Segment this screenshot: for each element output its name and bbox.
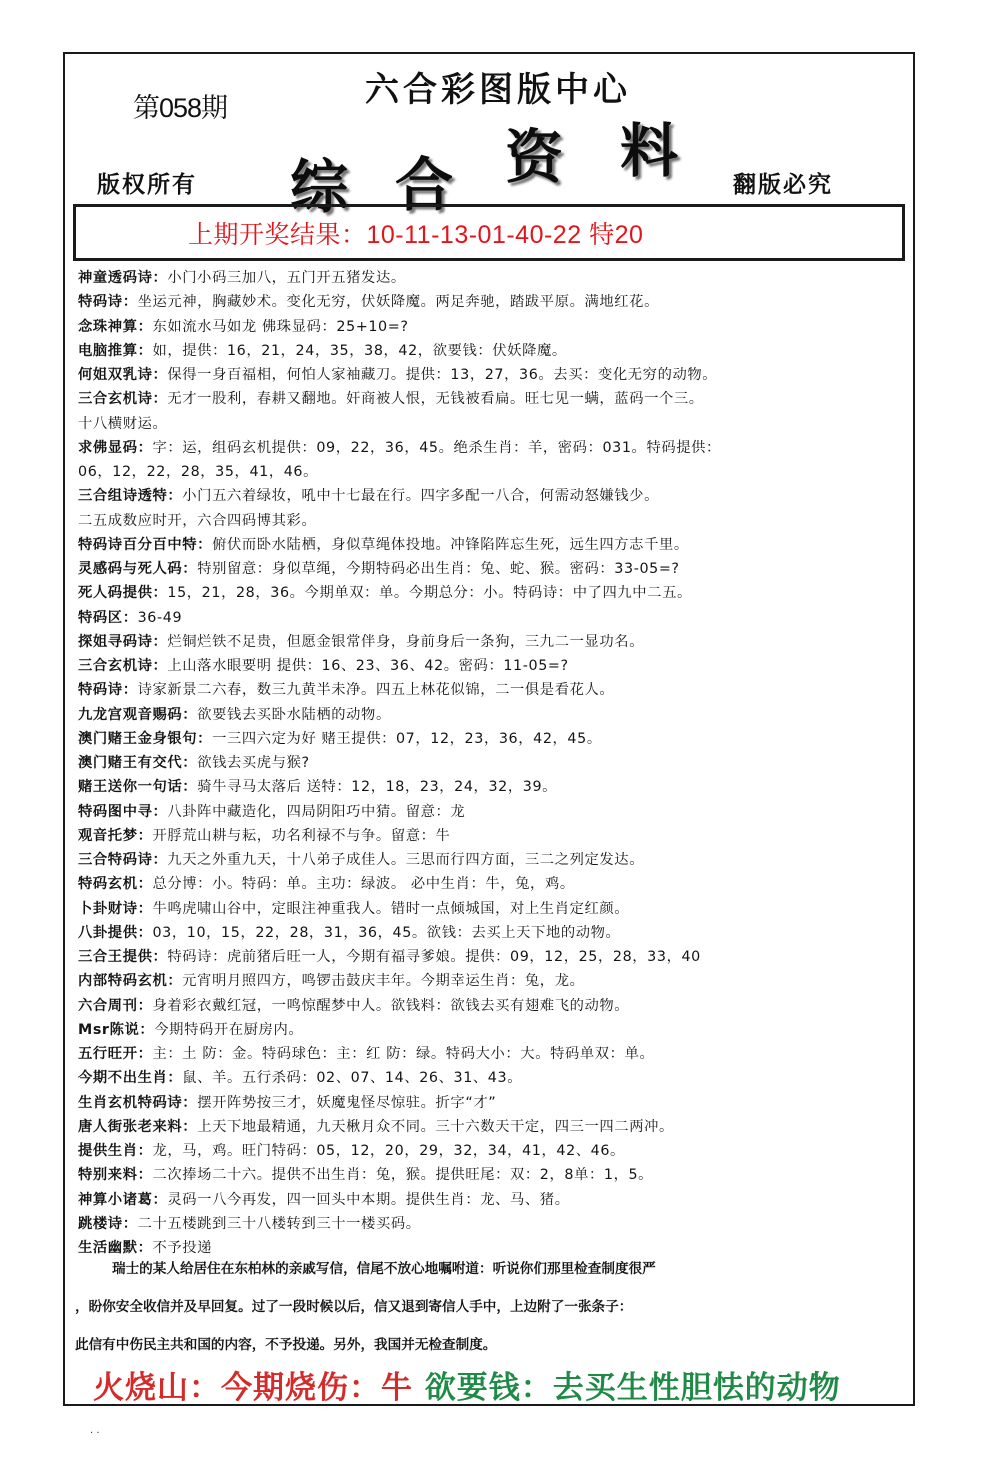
tip-line xyxy=(78,339,908,363)
piracy-warning-slogan: 翻版必究 xyxy=(733,171,833,198)
tip-label: 神童透码诗： xyxy=(78,270,168,286)
tip-label: 三合玄机诗： xyxy=(78,658,168,674)
tip-line xyxy=(78,412,908,436)
tip-text: 灵码一八今再发，四一回头中本期。提供生肖：龙、马、猪。 xyxy=(167,1191,570,1208)
tip-text: 元宵明月照四方，鸣锣击鼓庆丰年。今期幸运生肖：兔，龙。 xyxy=(182,973,585,990)
tip-label: 特码诗百分百中特： xyxy=(78,536,213,553)
tip-text: 十八横财运。 xyxy=(78,415,168,432)
story-line: 瑞士的某人给居住在东柏林的亲戚写信，信尾不放心地嘱咐道：听说你们那里检查制度很严 xyxy=(112,1261,656,1277)
tip-text: 摆开阵势按三才，妖魔鬼怪尽惊驻。折字“才” xyxy=(197,1094,497,1111)
tip-text: 东如流水马如龙 佛珠显码：25+10=? xyxy=(152,318,409,335)
tip-text: 坐运元神，胸藏妙术。变化无穷，伏妖降魔。两足奔驰，踏跋平原。满地红花。 xyxy=(137,294,659,311)
tip-line xyxy=(78,1188,908,1212)
tip-label: 赌王送你一句话： xyxy=(78,779,198,796)
tip-label: 八卦提供： xyxy=(78,924,153,941)
tip-text: 二次捧场二十六。提供不出生肖：兔，猴。提供旺尾：双：2，8单：1，5。 xyxy=(152,1167,654,1184)
tip-label: 特码图中寻： xyxy=(78,803,168,820)
tip-line xyxy=(78,775,908,799)
tip-line xyxy=(78,436,908,460)
tip-line xyxy=(78,460,908,484)
tip-line xyxy=(78,872,908,896)
tips-list xyxy=(78,266,908,1260)
tip-label: 探姐寻码诗： xyxy=(78,633,168,650)
tip-label: 特码诗： xyxy=(78,294,138,311)
tip-label: Msr陈说： xyxy=(78,1021,155,1038)
tip-text: 一三四六定为好 赌王提供：07，12，23，36，42，45。 xyxy=(212,730,602,747)
tip-label: 何姐双乳诗： xyxy=(78,367,168,383)
story-line: 此信有中伤民主共和国的内容，不予投递。另外，我国并无检查制度。 xyxy=(75,1337,497,1353)
banner-red-text: 火烧山：今期烧伤：牛 xyxy=(93,1370,413,1406)
tip-label: 观音托梦： xyxy=(78,827,153,844)
tip-line xyxy=(78,1212,908,1236)
tip-line xyxy=(78,315,908,339)
tip-label: 五行旺开： xyxy=(78,1046,153,1062)
tip-text: 03，10，15，22，28，31，36，45。欲钱：去买上天下地的动物。 xyxy=(152,924,621,941)
tip-label: 卜卦财诗： xyxy=(78,900,153,917)
tip-label: 电脑推算： xyxy=(78,342,153,359)
tip-label: 三合王提供： xyxy=(78,949,168,965)
tip-text: 烂铜烂铁不足贵，但愿金银常伴身，身前身后一条狗，三九二一显功名。 xyxy=(167,633,645,650)
tip-line xyxy=(78,266,908,290)
copyright-slogan: 版权所有 xyxy=(97,171,197,198)
tip-line xyxy=(78,1066,908,1090)
tip-label: 澳门赌王有交代： xyxy=(78,755,198,771)
big-title xyxy=(290,108,710,221)
last-draw-result-box xyxy=(73,204,905,261)
tip-text: 二五成数应时开，六合四码博其彩。 xyxy=(78,512,317,529)
tip-line xyxy=(78,533,908,557)
tip-line xyxy=(78,1163,908,1187)
banner-green-text: 欲要钱：去买生性胆怯的动物 xyxy=(424,1370,841,1406)
center-title: 六合彩图版中心 xyxy=(365,70,631,110)
tip-text: 06，12，22，28，35，41，46。 xyxy=(78,464,319,480)
tip-text: 总分博：小。特码：单。主功：绿波。 必中生肖：牛，兔，鸡。 xyxy=(152,876,575,893)
tip-line xyxy=(78,654,908,678)
tip-line xyxy=(78,1018,908,1042)
tip-text: 欲要钱去买卧水陆栖的动物。 xyxy=(197,706,391,723)
tip-line xyxy=(78,630,908,654)
tip-text: 特别留意：身似草绳，今期特码必出生肖：兔、蛇、猴。密码：33-05=? xyxy=(197,561,680,577)
tip-text: 二十五楼跳到三十八楼转到三十一楼买码。 xyxy=(137,1215,421,1232)
story-line: ，盼你安全收信并及早回复。过了一段时候以后，信又退到寄信人手中，上边附了一张条子： xyxy=(75,1299,633,1315)
tip-label: 跳楼诗： xyxy=(78,1215,138,1232)
tip-line xyxy=(78,678,908,702)
tip-label: 澳门赌王金身银句： xyxy=(78,730,213,747)
tip-text: 八卦阵中藏造化，四局阴阳巧中猜。留意：龙 xyxy=(167,803,466,820)
tip-text: 无才一股利，春耕又翻地。奸商被人恨，无钱被看扁。旺七见一螨，蓝码一个三。 xyxy=(167,391,704,408)
tip-text: 上天下地最精通，九天楸月众不同。三十六数天干定，四三一四二两冲。 xyxy=(197,1118,674,1135)
tip-line xyxy=(78,1115,908,1139)
tip-line xyxy=(78,1042,908,1066)
tip-line xyxy=(78,897,908,921)
tip-line xyxy=(78,800,908,824)
tip-label: 九龙宫观音赐码： xyxy=(78,706,198,723)
tip-line xyxy=(78,969,908,993)
tip-text: 15，21，28，36。今期单双：单。今期总分：小。特码诗：中了四九中二五。 xyxy=(167,585,692,602)
tip-label: 念珠神算： xyxy=(78,318,153,335)
tip-label: 神算小诸葛： xyxy=(78,1191,168,1208)
tip-text: 身着彩衣戴红冠，一鸣惊醒梦中人。欲钱料：欲钱去买有翅难飞的动物。 xyxy=(152,997,630,1014)
tip-line xyxy=(78,484,908,508)
tip-line xyxy=(78,848,908,872)
tip-line xyxy=(78,703,908,727)
tip-line xyxy=(78,1139,908,1163)
tip-label: 三合组诗透特： xyxy=(78,488,183,505)
tip-text: 主：土 防：金。特码球色：主：红 防：绿。特码大小：大。特码单双：单。 xyxy=(152,1046,655,1062)
tip-text: 诗家新景二六春，数三九黄半未净。四五上林花似锦，二一俱是看花人。 xyxy=(137,682,615,699)
tip-line xyxy=(78,824,908,848)
big-title-char: 综 xyxy=(290,153,349,221)
tip-label: 特码诗： xyxy=(78,682,138,699)
tip-line xyxy=(78,557,908,581)
tip-label: 唐人街张老来料： xyxy=(78,1118,198,1135)
tip-line xyxy=(78,1091,908,1115)
tip-text: 鼠、羊。五行杀码：02、07、14、26、31、43。 xyxy=(182,1070,523,1087)
tip-text: 今期特码开在厨房内。 xyxy=(154,1021,304,1038)
tip-line xyxy=(78,994,908,1018)
tip-line xyxy=(78,945,908,969)
tip-label: 提供生肖： xyxy=(78,1143,153,1159)
tip-text: 特码诗：虎前猪后旺一人，今期有福寻爹娘。提供：09，12，25，28，33，40 xyxy=(167,949,701,965)
tip-text: 保得一身百福相，何怕人家袖藏刀。提供：13，27，36。去买：变化无穷的动物。 xyxy=(167,367,718,383)
last-draw-result: 上期开奖结果：10-11-13-01-40-22 特20 xyxy=(188,220,644,249)
tip-label: 生活幽默： xyxy=(78,1240,153,1256)
tip-label: 特码区： xyxy=(78,609,138,626)
tip-text: 字：运，组码玄机提供：09，22，36，45。绝杀生肖：羊，密码：031。特码提供： xyxy=(152,439,721,456)
footer-dots: . . xyxy=(90,1425,100,1436)
tip-label: 生肖玄机特码诗： xyxy=(78,1094,198,1111)
tip-line xyxy=(78,290,908,314)
bottom-banner xyxy=(93,1362,841,1407)
big-title-char: 料 xyxy=(620,117,679,185)
tip-label: 灵感码与死人码： xyxy=(78,561,198,577)
tip-label: 六合周刊： xyxy=(78,997,153,1014)
tip-text: 牛鸣虎啸山谷中，定眼注神重我人。错时一点倾城国，对上生肖定红颜。 xyxy=(152,900,630,917)
tip-label: 特别来料： xyxy=(78,1167,153,1184)
big-title-char: 合 xyxy=(395,151,454,219)
tip-text: 如，提供：16，21，24，35，38，42，欲要钱：伏妖降魔。 xyxy=(152,342,567,359)
tip-label: 三合特码诗： xyxy=(78,852,168,868)
tip-line xyxy=(78,363,908,387)
humor-story xyxy=(75,1250,905,1364)
tip-label: 内部特码玄机： xyxy=(78,973,183,990)
tip-label: 特码玄机： xyxy=(78,876,153,893)
big-title-char: 资 xyxy=(505,123,564,191)
issue-number: 第058期 xyxy=(133,93,228,123)
tip-text: 小门五六着绿妆，吼中十七最在行。四字多配一八合，何需动怒嫌钱少。 xyxy=(182,488,659,505)
tip-label: 求佛显码： xyxy=(78,439,153,456)
tip-label: 三合玄机诗： xyxy=(78,391,168,408)
tip-text: 36-49 xyxy=(137,609,183,626)
tip-line xyxy=(78,606,908,630)
tip-text: 上山落水眼要明 提供：16、23、36、42。密码：11-05=? xyxy=(167,658,569,674)
tip-text: 开脬荒山耕与耘，功名利禄不与争。留意：牛 xyxy=(152,827,451,844)
tip-text: 小门小码三加八，五门开五猪发达。 xyxy=(167,270,406,286)
tip-text: 欲钱去买虎与猴? xyxy=(197,755,310,771)
tip-text: 骑牛寻马太落后 送特：12，18，23，24，32，39。 xyxy=(197,779,558,796)
tip-text: 不予投递 xyxy=(152,1240,213,1256)
tip-text: 俯伏而卧水陆栖，身似草绳体投地。冲锋陷阵忘生死，远生四方志千里。 xyxy=(212,536,689,553)
document-frame xyxy=(63,52,915,1406)
tip-line xyxy=(78,581,908,605)
tip-label: 今期不出生肖： xyxy=(78,1070,183,1087)
tip-line xyxy=(78,387,908,411)
tip-line xyxy=(78,751,908,775)
tip-line xyxy=(78,727,908,751)
tip-label: 死人码提供： xyxy=(78,585,168,602)
tip-line xyxy=(78,509,908,533)
tip-line xyxy=(78,921,908,945)
tip-text: 九天之外重九天，十八弟子成佳人。三思而行四方面，三二之列定发达。 xyxy=(167,852,645,868)
tip-text: 龙，马，鸡。旺门特码：05，12，20，29，32，34，41，42、46。 xyxy=(152,1143,625,1159)
